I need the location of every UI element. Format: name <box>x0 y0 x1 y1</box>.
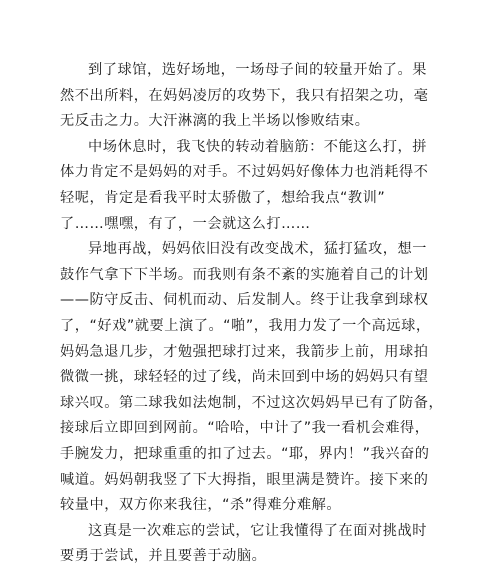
text-line: 球兴叹。第二球我如法炮制，不过这次妈妈早已有了防备， <box>60 394 444 411</box>
text-line: 这真是一次难忘的尝试，它让我懂得了在面对挑战时 <box>88 522 427 539</box>
text-line: 异地再战，妈妈依旧没有改变战术，猛打猛攻，想一 <box>88 241 427 258</box>
text-line: 手腕发力，把球重重的扣了过去。“耶，界内！”我兴奋的 <box>60 445 430 462</box>
text-line: 了……嘿嘿，有了，一会就这么打…… <box>60 215 311 232</box>
text-line: 无反击之力。大汗淋漓的我上半场以惨败结束。 <box>60 113 370 130</box>
text-line: 轻呢，肯定是看我平时太骄傲了，想给我点“教训” <box>60 189 386 206</box>
text-line: 接球后立即回到网前。“哈哈，中计了”我一看机会难得， <box>60 420 430 437</box>
text-line: 中场休息时，我飞快的转动着脑筋：不能这么打，拼 <box>88 138 427 155</box>
text-line: 要勇于尝试，并且要善于动脑。 <box>60 548 267 565</box>
text-line: 了，“好戏”就要上演了。“啪”，我用力发了一个高远球， <box>60 317 431 334</box>
text-line: 较量中，双方你来我往，“杀”得难分难解。 <box>60 497 342 514</box>
text-line: 到了球馆，选好场地，一场母子间的较量开始了。果 <box>88 62 427 78</box>
text-line: 喊道。妈妈朝我竖了下大拇指，眼里满是赞许。接下来的 <box>60 471 429 488</box>
text-line: 微微一挑，球轻轻的过了线，尚未回到中场的妈妈只有望 <box>60 369 429 386</box>
text-line: 体力肯定不是妈妈的对手。不过妈妈好像体力也消耗得不 <box>60 164 429 181</box>
text-line: 妈妈急退几步，才勉强把球打过来，我箭步上前，用球拍 <box>60 343 429 360</box>
text-line: 然不出所料，在妈妈凌厉的攻势下，我只有招架之功，毫 <box>60 87 429 104</box>
essay-body <box>60 58 444 566</box>
text-line: 鼓作气拿下下半场。而我则有条不紊的实施着自己的计划 <box>60 266 429 283</box>
text-line: ——防守反击、伺机而动、后发制人。终于让我拿到球权 <box>60 292 429 309</box>
